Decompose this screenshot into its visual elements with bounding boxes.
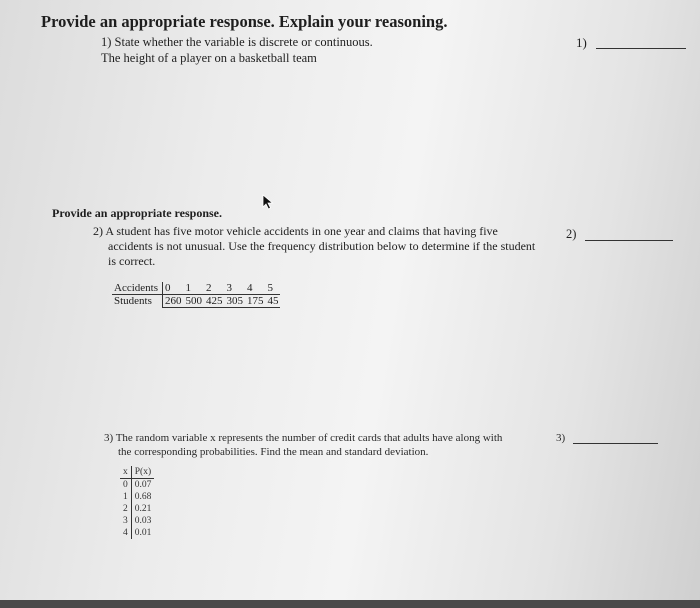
question-2-line-2: accidents is not unusual. Use the frequency distribution below to determine if the student <box>108 239 536 253</box>
answer-3-label: 3) <box>556 432 566 444</box>
px-cell: 0.07 <box>134 480 152 490</box>
x-header: x <box>120 466 131 479</box>
question-3-line-2: the corresponding probabilities. Find the mean and standard deviation. <box>118 446 429 458</box>
answer-2-label: 2) <box>566 227 577 241</box>
question-2-line-1: 2) A student has five motor vehicle accidents in one year and claims that having five <box>93 224 498 238</box>
section-2-prompt: Provide an appropriate response. <box>52 206 223 220</box>
accidents-cell: 3 <box>226 282 232 294</box>
probability-table <box>120 466 154 539</box>
page-bottom-edge <box>0 600 700 608</box>
students-label: Students <box>112 295 162 308</box>
px-cell: 0.01 <box>134 528 152 538</box>
question-2 <box>93 224 535 269</box>
px-header: P(x) <box>131 466 154 479</box>
question-2-line-3: is correct. <box>108 254 156 268</box>
students-cell: 305 <box>226 295 243 307</box>
students-cell: 45 <box>267 295 279 307</box>
students-cell: 260 <box>162 295 183 308</box>
students-cell: 500 <box>185 295 202 307</box>
question-3 <box>104 431 502 459</box>
accidents-cell: 4 <box>246 282 253 294</box>
accidents-cell: 5 <box>267 282 273 294</box>
px-cell: 0.68 <box>134 492 152 502</box>
x-cell: 4 <box>120 527 131 539</box>
answer-1-line[interactable] <box>596 48 686 49</box>
x-cell: 0 <box>120 479 131 492</box>
px-cell: 0.03 <box>134 516 152 526</box>
page-title: Provide an appropriate response. Explain your reasoning. <box>41 12 448 31</box>
x-cell: 2 <box>120 503 131 515</box>
accidents-cell: 2 <box>205 282 212 294</box>
accidents-label: Accidents <box>112 282 162 295</box>
accidents-cell: 0 <box>164 282 171 294</box>
x-cell: 3 <box>120 515 131 527</box>
question-1-line-2: The height of a player on a basketball team <box>101 51 317 65</box>
answer-3-line[interactable] <box>573 443 658 444</box>
students-cell: 425 <box>205 295 223 307</box>
students-cell: 175 <box>246 295 264 307</box>
question-1-line-1: 1) State whether the variable is discrete or continuous. <box>101 35 373 49</box>
answer-2-line[interactable] <box>585 240 673 241</box>
accidents-cell: 1 <box>185 282 191 294</box>
answer-1-label: 1) <box>576 35 587 50</box>
question-3-line-1: 3) The random variable x represents the number of credit cards that adults have along with <box>104 432 503 444</box>
px-cell: 0.21 <box>134 504 152 514</box>
mouse-cursor-icon <box>262 194 274 215</box>
x-cell: 1 <box>120 491 131 503</box>
question-1 <box>101 34 373 66</box>
frequency-table <box>112 282 280 308</box>
